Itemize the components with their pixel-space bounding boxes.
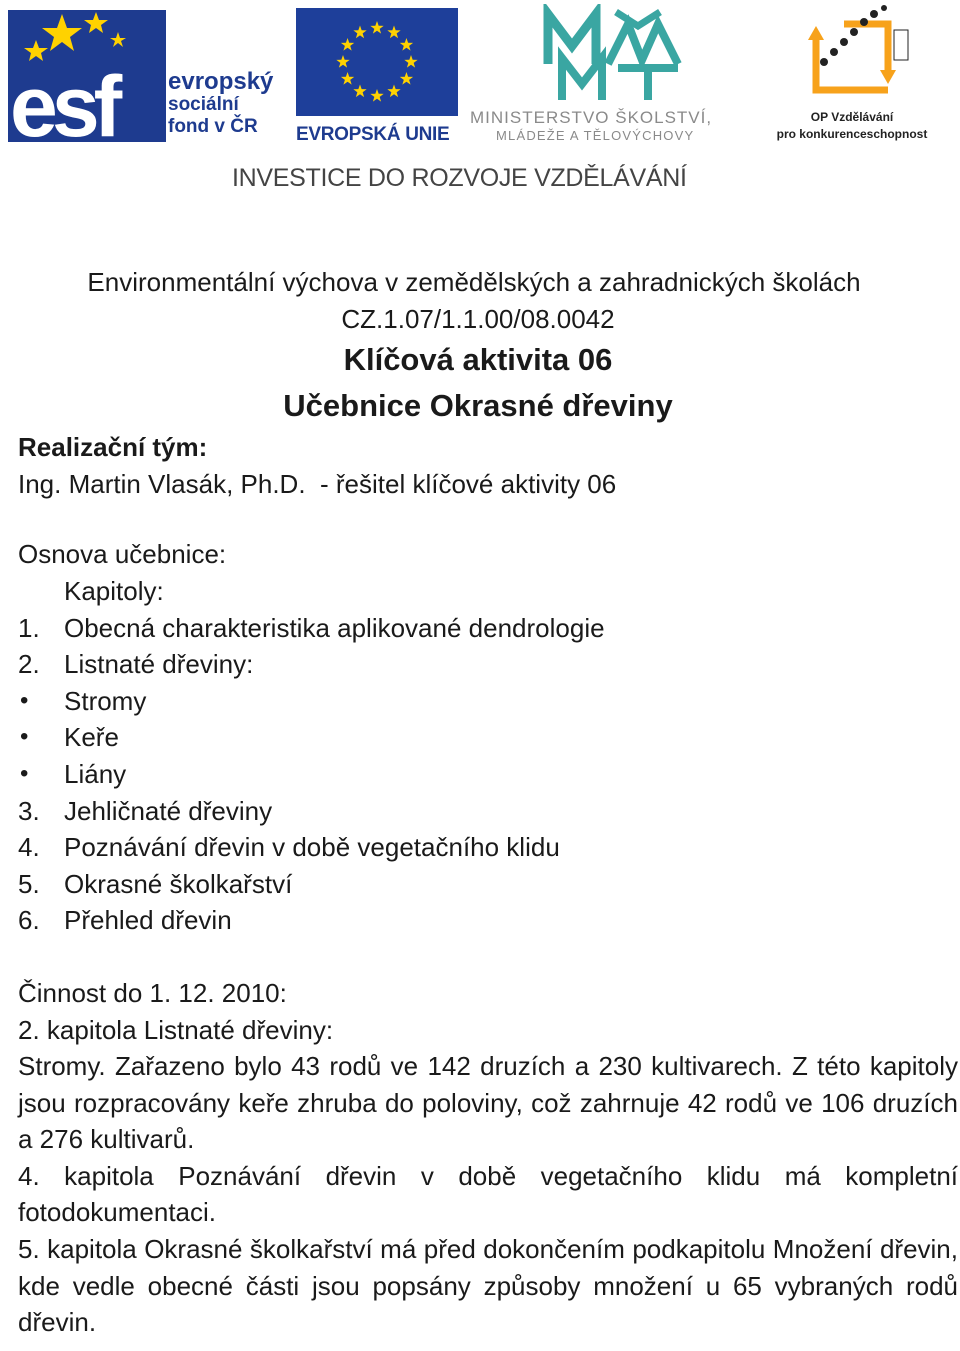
chapter-number: 6. (18, 905, 40, 936)
msmt-logo-mark (542, 4, 682, 102)
chapter-text: Poznávání dřevin v době vegetačního klidu (64, 832, 560, 863)
textbook-heading: Učebnice Okrasné dřeviny (283, 388, 673, 424)
bullet-icon: • (20, 723, 29, 751)
chapter-number: 2. (18, 649, 40, 680)
chapter-text: Okrasné školkařství (64, 868, 293, 899)
paragraph: 5. kapitola Okrasné školkařství má před dokončením podkapitolu Množení dřevin, kde vedle obecné části jsou popsány způsoby množení u 65 vybraných rodů dřevin. (18, 1234, 958, 1338)
msmt-logo (470, 4, 754, 144)
bullet-text: Liány (64, 758, 127, 789)
paragraph: 4. kapitola Poznávání dřevin v době vegetačního klidu má kompletní fotodokumentaci. (18, 1160, 958, 1228)
svg-text:esf: esf (10, 59, 117, 142)
esf-line-3: fond v ČR (168, 116, 258, 137)
op-logo (762, 4, 952, 144)
op-line-1: OP Vzdělávání (810, 110, 894, 124)
chapter-number: 3. (18, 795, 40, 826)
chapter-number: 4. (18, 832, 40, 863)
chapter-number: 5. (18, 868, 40, 899)
chapter-item (18, 902, 958, 939)
chapter-text: Jehličnaté dřeviny (64, 795, 273, 826)
bullet-item (18, 683, 958, 720)
chapter-number: 1. (18, 612, 40, 643)
paragraph: 2. kapitola Listnaté dřeviny: (18, 1014, 334, 1045)
bullet-icon: • (20, 686, 29, 714)
chapter-item (18, 866, 958, 903)
bullet-item (18, 756, 958, 793)
team-label: Realizační tým: (18, 432, 208, 463)
esf-logo (8, 8, 284, 142)
msmt-line-1: MINISTERSTVO ŠKOLSTVÍ, (470, 108, 713, 127)
esf-line-1: evropský (168, 68, 274, 95)
activity-label: Činnost do 1. 12. 2010: (18, 977, 287, 1008)
team-member: Ing. Martin Vlasák, Ph.D. - řešitel klíčové aktivity 06 (18, 468, 617, 499)
investice-slogan: INVESTICE DO ROZVOJE VZDĚLÁVÁNÍ (232, 164, 687, 192)
activity-heading: Klíčová aktivita 06 (343, 342, 613, 378)
bullet-text: Stromy (64, 685, 147, 716)
paragraph: Stromy. Zařazeno bylo 43 rodů ve 142 druzích a 230 kultivarech. Z této kapitoly jsou rozpracovány keře zhruba do poloviny, což zahrnuje 42 rodů ve 106 druzích a 276 kultivarů. (18, 1051, 958, 1155)
project-code: CZ.1.07/1.1.00/08.0042 (341, 303, 615, 334)
chapter-item (18, 793, 958, 830)
chapter-text: Přehled dřevin (64, 905, 232, 936)
chapter-item (18, 829, 958, 866)
eu-flag-icon (296, 8, 458, 116)
document-body (18, 264, 958, 1341)
bullet-text: Keře (64, 722, 119, 753)
chapter-item (18, 610, 958, 647)
eu-logo (296, 8, 460, 145)
msmt-line-2: MLÁDEŽE A TĚLOVÝCHOVY (496, 128, 695, 143)
chapter-item (18, 646, 958, 683)
spacer (18, 939, 958, 975)
spacer (18, 502, 958, 536)
esf-logo-text (168, 70, 288, 138)
chapter-text: Listnaté dřeviny: (64, 649, 254, 680)
op-line-2: pro konkurenceschopnost (776, 127, 928, 141)
chapters-label: Kapitoly: (64, 575, 164, 606)
op-logo-mark (794, 4, 914, 108)
chapter-text: Obecná charakteristika aplikované dendrologie (64, 612, 605, 643)
document-title: Environmentální výchova v zemědělských a zahradnických školách (87, 267, 861, 297)
esf-line-2: sociální (168, 94, 239, 115)
bullet-icon: • (20, 759, 29, 787)
bullet-item (18, 719, 958, 756)
eu-label: EVROPSKÁ UNIE (296, 124, 450, 145)
outline-label: Osnova učebnice: (18, 539, 227, 570)
header-logos (0, 0, 960, 200)
esf-logo-mark (8, 10, 166, 142)
